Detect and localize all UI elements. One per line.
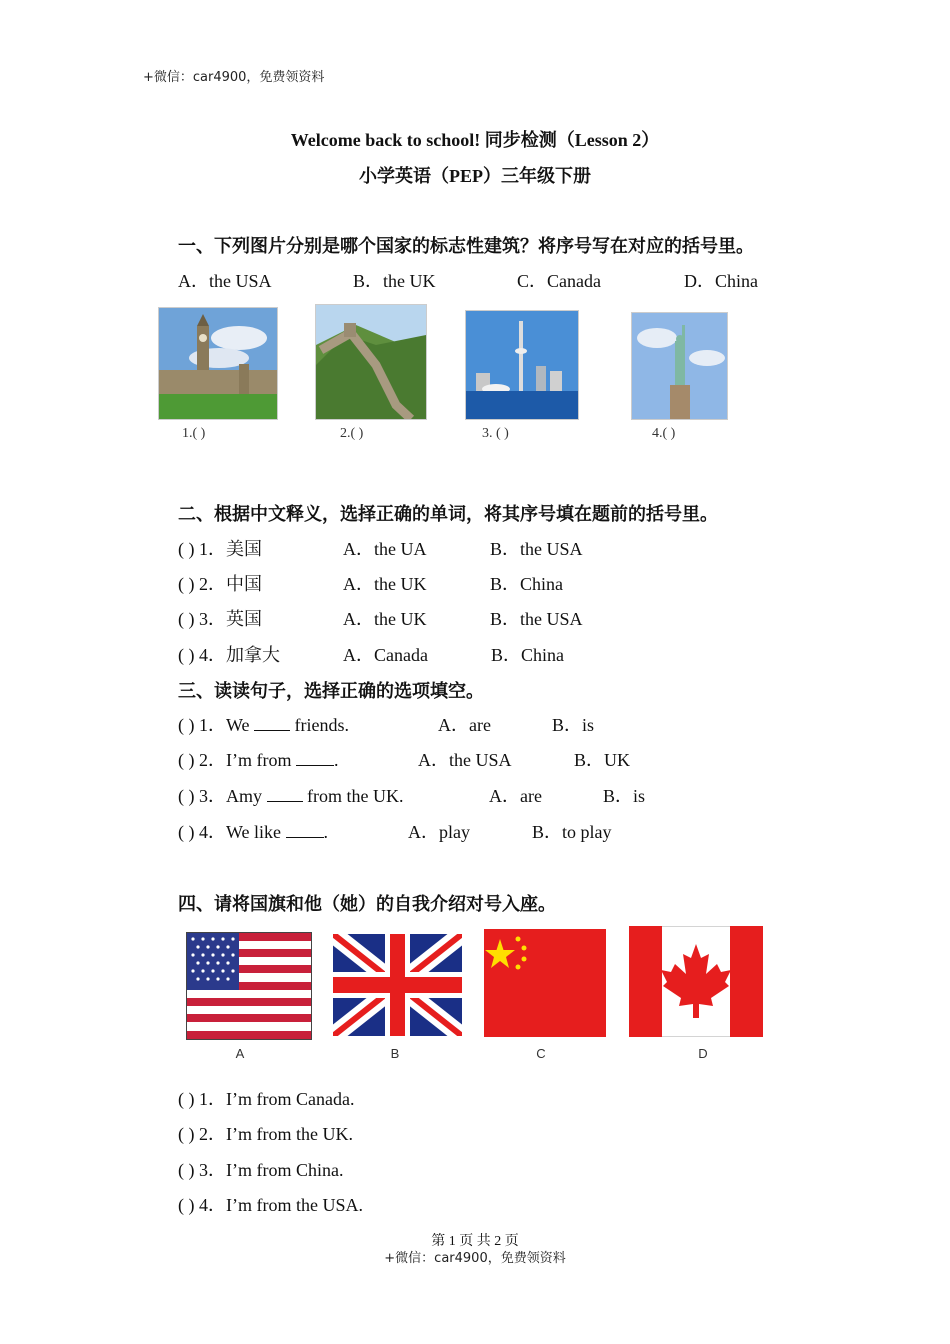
- caption-4: 4.( ): [652, 426, 676, 441]
- s3-q4-b: B．to play: [532, 822, 612, 842]
- section2-heading: 二、根据中文释义，选择正确的单词，将其序号填在题前的括号里。: [178, 504, 718, 525]
- fill-blank[interactable]: [254, 716, 290, 731]
- usa-flag: [186, 932, 312, 1040]
- answer-paren: ( ): [178, 786, 195, 806]
- china-flag: [484, 929, 606, 1037]
- s3-q2: [178, 746, 338, 772]
- flag-label-b: B: [390, 1046, 400, 1061]
- s4-q1: ( ) 1．I’m from Canada.: [178, 1089, 355, 1109]
- s2-q2-a: A．the UK: [343, 574, 427, 594]
- big-ben-photo: [158, 307, 278, 420]
- s3-q2-b: B．UK: [574, 750, 631, 770]
- s2-q2-b: B．China: [490, 574, 564, 594]
- uk-flag: [333, 934, 462, 1036]
- s2-q1: ( ) 1．美国: [178, 539, 262, 559]
- s2-q4: ( ) 4．加拿大: [178, 645, 280, 665]
- s2-q3-a: A．the UK: [343, 609, 427, 629]
- s1-option-a: A．the USA: [178, 271, 272, 291]
- s1-option-b: B．the UK: [353, 271, 436, 291]
- s1-option-c: C．Canada: [517, 271, 601, 291]
- s3-q3: [178, 782, 403, 808]
- s2-q1-b: B．the USA: [490, 539, 583, 559]
- s3-q1: [178, 711, 349, 737]
- section4-heading: 四、请将国旗和他（她）的自我介绍对号入座。: [178, 894, 556, 915]
- great-wall-photo: [315, 304, 427, 420]
- s3-q3-b: B．is: [603, 786, 646, 806]
- fill-blank[interactable]: [296, 751, 334, 766]
- footer-note: +微信：car4900，免费领资料: [384, 1251, 566, 1266]
- doc-title: Welcome back to school! 同步检测（Lesson 2）: [290, 130, 660, 150]
- question-pre: 3．Amy: [199, 786, 267, 806]
- s3-q4-a: A．play: [408, 822, 470, 842]
- question-pre: 1．We: [199, 715, 255, 735]
- question-pre: 4．We like: [199, 822, 286, 842]
- s2-q4-b: B．China: [491, 645, 565, 665]
- section3-heading: 三、读读句子，选择正确的选项填空。: [178, 681, 484, 702]
- cn-tower-photo: [465, 310, 579, 420]
- question-post: from the UK.: [302, 786, 404, 806]
- s1-option-d: D．China: [684, 271, 758, 291]
- section1-heading: 一、下列图片分别是哪个国家的标志性建筑？将序号写在对应的括号里。: [178, 236, 754, 257]
- canada-flag: [629, 926, 763, 1037]
- question-post: .: [333, 750, 339, 770]
- page-number: 第 1 页 共 2 页: [431, 1234, 519, 1249]
- s4-q2: ( ) 2．I’m from the UK.: [178, 1124, 353, 1144]
- s2-q2: ( ) 2．中国: [178, 574, 262, 594]
- flag-label-a: A: [235, 1046, 245, 1061]
- s3-q1-b: B．is: [552, 715, 595, 735]
- header-note: +微信：car4900，免费领资料: [143, 70, 325, 85]
- fill-blank[interactable]: [267, 787, 303, 802]
- s4-q4: ( ) 4．I’m from the USA.: [178, 1195, 363, 1215]
- s2-q3-b: B．the USA: [490, 609, 583, 629]
- s3-q4: [178, 818, 328, 844]
- s3-q3-a: A．are: [489, 786, 542, 806]
- answer-paren: ( ): [178, 750, 195, 770]
- s3-q2-a: A．the USA: [418, 750, 512, 770]
- question-post: .: [323, 822, 329, 842]
- s4-q3: ( ) 3．I’m from China.: [178, 1160, 344, 1180]
- s3-q1-a: A．are: [438, 715, 491, 735]
- doc-subtitle: 小学英语（PEP）三年级下册: [359, 166, 591, 186]
- caption-3: 3. ( ): [482, 426, 509, 441]
- answer-paren: ( ): [178, 715, 195, 735]
- caption-2: 2.( ): [340, 426, 364, 441]
- statue-of-liberty-photo: [631, 312, 728, 420]
- flag-label-c: C: [536, 1046, 546, 1061]
- flag-label-d: D: [698, 1046, 708, 1061]
- caption-1: 1.( ): [182, 426, 206, 441]
- s2-q1-a: A．the UA: [343, 539, 427, 559]
- question-pre: 2．I’m from: [199, 750, 296, 770]
- fill-blank[interactable]: [286, 823, 324, 838]
- s2-q4-a: A．Canada: [343, 645, 428, 665]
- answer-paren: ( ): [178, 822, 195, 842]
- question-post: friends.: [290, 715, 350, 735]
- s2-q3: ( ) 3．英国: [178, 609, 262, 629]
